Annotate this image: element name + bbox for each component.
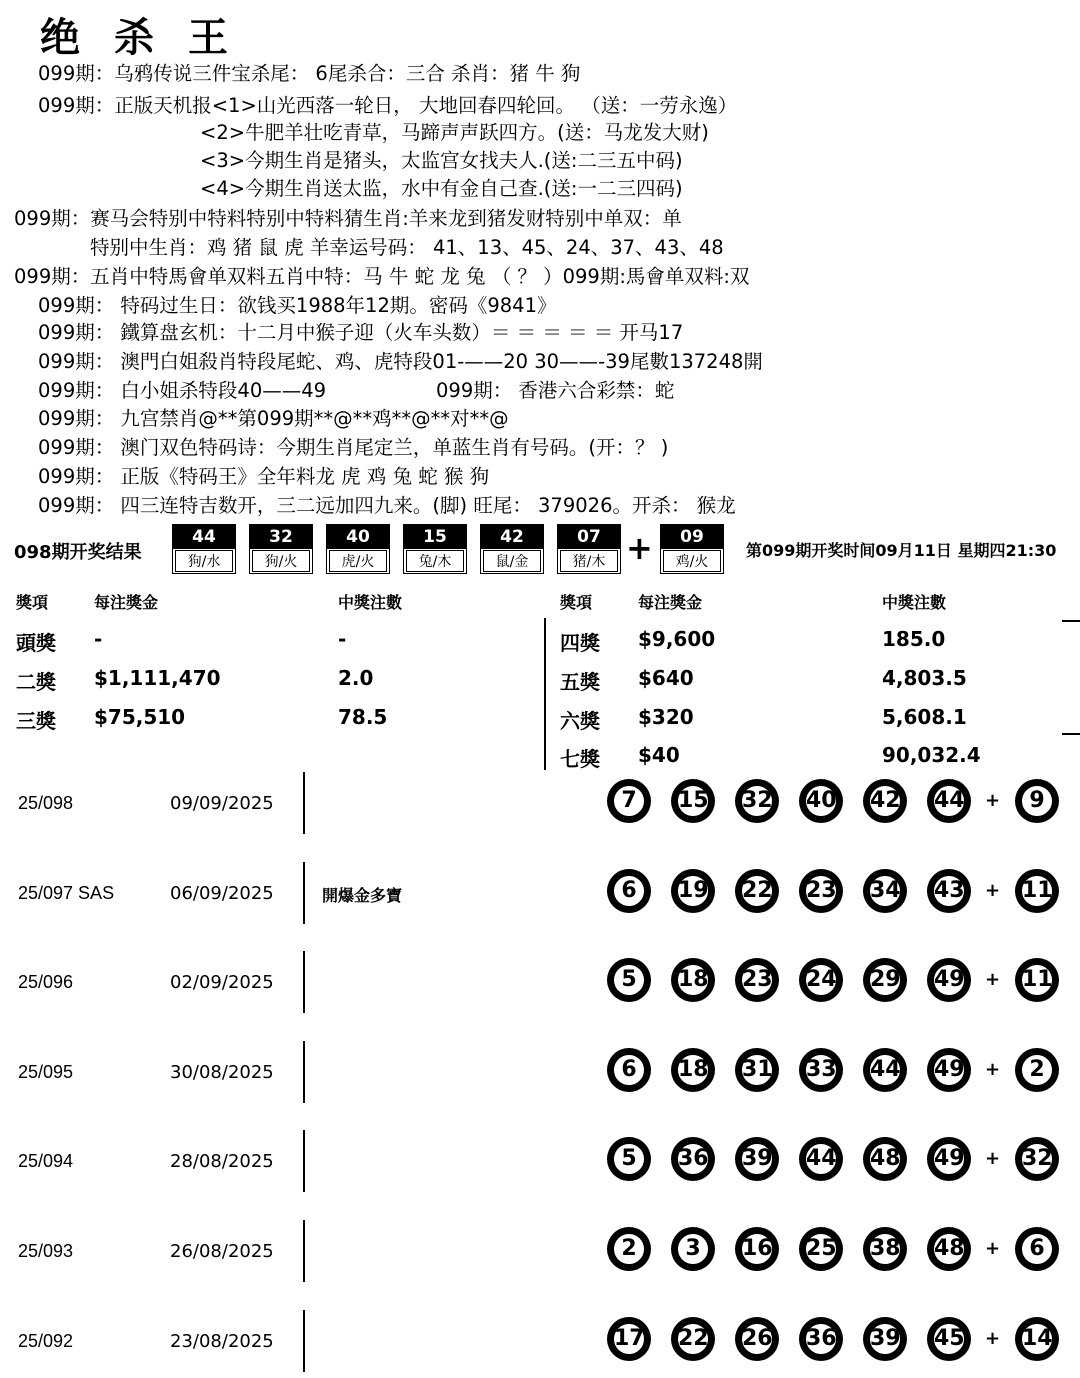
history-ball: 19 <box>674 872 712 910</box>
history-ball: 34 <box>866 872 904 910</box>
prize-name: 二獎 <box>16 670 56 694</box>
history-ball: 49 <box>930 1140 968 1178</box>
history-ball: 18 <box>674 961 712 999</box>
history-row <box>0 1216 1080 1288</box>
prize-amount: $40 <box>638 743 680 767</box>
text-line: 099期： 白小姐杀特段40——49 <box>38 379 327 402</box>
prize-amount: $320 <box>638 705 694 729</box>
history-special-ball: 32 <box>1018 1140 1056 1178</box>
history-ball: 33 <box>802 1051 840 1089</box>
history-ball: 32 <box>738 782 776 820</box>
history-plus: + <box>985 1148 1001 1170</box>
text-line: 099期： 鐵算盘玄机：十二月中猴子迎（火车头数）＝ ＝ ＝ ＝ ＝ 开马17 <box>38 321 684 344</box>
draw-ball <box>480 524 544 574</box>
history-ball: 40 <box>802 782 840 820</box>
history-ball: 36 <box>802 1320 840 1358</box>
special-ball <box>660 524 724 574</box>
history-ball: 48 <box>930 1230 968 1268</box>
history-ball: 22 <box>674 1320 712 1358</box>
text-line: 099期： 特码过生日：欲钱买1988年12期。密码《9841》 <box>38 294 557 317</box>
ball-zodiac: 狗/水 <box>175 550 233 572</box>
history-divider <box>303 772 305 834</box>
ball-number: 44 <box>173 525 235 549</box>
history-ball: 39 <box>738 1140 776 1178</box>
prize-count: 2.0 <box>338 666 374 690</box>
history-period: 25/093 <box>18 1241 74 1261</box>
ball-zodiac: 狗/火 <box>252 550 310 572</box>
history-ball: 23 <box>738 961 776 999</box>
history-ball: 7 <box>610 782 648 820</box>
ball-zodiac: 猪/木 <box>560 550 618 572</box>
ball-zodiac: 兔/木 <box>406 550 464 572</box>
prize-name: 頭獎 <box>16 631 56 655</box>
page-title: 绝杀王 <box>40 14 262 61</box>
prize-name: 四獎 <box>560 631 600 655</box>
prize-count: 5,608.1 <box>882 705 967 729</box>
history-row <box>0 1126 1080 1198</box>
history-date: 26/08/2025 <box>170 1241 274 1262</box>
history-date: 02/09/2025 <box>170 972 274 994</box>
history-date: 30/08/2025 <box>170 1061 274 1083</box>
history-period: 25/097 SAS <box>18 882 115 903</box>
history-special-ball: 9 <box>1018 782 1056 820</box>
history-period: 25/098 <box>18 793 74 813</box>
history-ball: 18 <box>674 1051 712 1089</box>
draw-ball <box>403 524 467 574</box>
ball-number: 40 <box>327 525 389 549</box>
prize-count: 185.0 <box>882 627 946 651</box>
text-line: 099期： 香港六合彩禁：蛇 <box>436 379 675 402</box>
text-line: 099期： 正版《特码王》全年料龙 虎 鸡 兔 蛇 猴 狗 <box>38 465 490 488</box>
history-row <box>0 768 1080 840</box>
prize-header: 獎項 <box>16 593 49 612</box>
history-plus: + <box>985 790 1001 811</box>
history-divider <box>303 951 305 1013</box>
history-ball: 45 <box>930 1320 968 1358</box>
prize-header: 中獎注數 <box>338 593 403 612</box>
history-ball: 42 <box>866 782 904 820</box>
prize-amount: $640 <box>638 666 694 690</box>
prize-amount: $1,111,470 <box>94 666 221 690</box>
history-divider <box>303 1041 305 1103</box>
prize-name: 三獎 <box>16 709 56 733</box>
history-date: 28/08/2025 <box>170 1151 274 1173</box>
history-period: 25/094 <box>18 1151 74 1172</box>
history-ball: 36 <box>674 1140 712 1178</box>
history-ball: 26 <box>738 1320 776 1358</box>
history-divider <box>303 1220 305 1282</box>
history-row <box>0 1306 1080 1378</box>
history-ball: 39 <box>866 1320 904 1358</box>
ball-number: 15 <box>404 525 466 549</box>
next-draw-time: 第099期开奖时间09月11日 星期四21:30 <box>746 541 1057 560</box>
history-ball: 25 <box>802 1230 840 1268</box>
prize-header: 中獎注數 <box>882 593 947 612</box>
history-row <box>0 947 1080 1019</box>
edge-tick <box>1062 733 1080 735</box>
history-plus: + <box>985 1327 1001 1349</box>
prize-name: 五獎 <box>560 670 600 694</box>
draw-label: 098期开奖结果 <box>14 542 142 563</box>
prize-divider <box>544 618 546 770</box>
history-ball: 5 <box>610 961 648 999</box>
history-divider <box>303 862 305 924</box>
draw-ball <box>557 524 621 574</box>
history-period: 25/096 <box>18 972 74 993</box>
draw-ball <box>326 524 390 574</box>
history-period: 25/092 <box>18 1330 74 1351</box>
history-special-ball: 6 <box>1018 1230 1056 1268</box>
history-divider <box>303 1310 305 1372</box>
ball-zodiac: 鼠/金 <box>483 550 541 572</box>
history-plus: + <box>985 879 1001 901</box>
history-ball: 3 <box>674 1230 712 1268</box>
text-line: 099期： 九宫禁肖@**第099期**@**鸡**@**对**@ <box>38 407 509 430</box>
history-period: 25/095 <box>18 1061 74 1082</box>
history-note: 開爆金多寶 <box>322 885 403 905</box>
prize-count: - <box>338 627 347 651</box>
plus-sign: + <box>626 529 653 567</box>
ball-number: 07 <box>558 525 620 549</box>
history-ball: 23 <box>802 872 840 910</box>
history-ball: 38 <box>866 1230 904 1268</box>
ball-number: 32 <box>250 525 312 549</box>
prize-count: 4,803.5 <box>882 666 967 690</box>
history-ball: 6 <box>610 872 648 910</box>
history-ball: 44 <box>866 1051 904 1089</box>
history-special-ball: 2 <box>1018 1051 1056 1089</box>
ball-number: 42 <box>481 525 543 549</box>
prize-header: 每注獎金 <box>94 593 159 612</box>
history-ball: 44 <box>802 1140 840 1178</box>
prize-name: 七獎 <box>560 747 600 771</box>
history-special-ball: 11 <box>1018 872 1056 910</box>
history-divider <box>303 1130 305 1192</box>
history-plus: + <box>985 969 1001 991</box>
history-date: 06/09/2025 <box>170 882 274 904</box>
history-plus: + <box>985 1058 1001 1080</box>
history-ball: 5 <box>610 1140 648 1178</box>
history-date: 09/09/2025 <box>170 793 274 814</box>
text-line: 099期：正版天机报<1>山光西落一轮日， 大地回春四轮回。 （送：一劳永逸） <box>38 94 738 117</box>
text-line: 特别中生肖：鸡 猪 鼠 虎 羊幸运号码： 41、13、45、24、37、43、48 <box>90 236 724 259</box>
history-ball: 44 <box>930 782 968 820</box>
history-plus: + <box>985 1238 1001 1259</box>
ball-zodiac: 鸡/火 <box>663 550 721 572</box>
text-line: 099期：五肖中特馬會单双料五肖中特：马 牛 蛇 龙 兔 （ ？ ）099期:馬會单双料:双 <box>14 265 750 288</box>
history-row <box>0 858 1080 930</box>
prize-header: 每注獎金 <box>638 593 703 612</box>
text-line: <4>今期生肖送太监，水中有金自己查.(送:一二三四码) <box>200 177 683 200</box>
history-ball: 6 <box>610 1051 648 1089</box>
prize-amount: $75,510 <box>94 705 186 729</box>
history-ball: 49 <box>930 1051 968 1089</box>
draw-ball <box>249 524 313 574</box>
history-date: 23/08/2025 <box>170 1330 274 1352</box>
text-line: <2>牛肥羊壮吃青草，马蹄声声跃四方。(送：马龙发大财) <box>200 121 709 144</box>
draw-results <box>0 520 1080 578</box>
draw-ball <box>172 524 236 574</box>
prize-amount: - <box>94 627 103 651</box>
prize-name: 六獎 <box>560 709 600 733</box>
history-ball: 24 <box>802 961 840 999</box>
text-line: <3>今期生肖是猪头，太监宫女找夫人.(送:二三五中码) <box>200 149 683 172</box>
history-ball: 16 <box>738 1230 776 1268</box>
text-line: 099期：赛马会特别中特料特别中特料猜生肖:羊来龙到猪发财特别中单双：单 <box>14 207 682 230</box>
history-special-ball: 14 <box>1018 1320 1056 1358</box>
history-ball: 15 <box>674 782 712 820</box>
history-ball: 2 <box>610 1230 648 1268</box>
history-ball: 17 <box>610 1320 648 1358</box>
text-line: 099期： 澳門白姐殺肖特段尾蛇、鸡、虎特段01-——20 30——-39尾數137248開 <box>38 350 763 373</box>
text-line: 099期： 澳门双色特码诗：今期生肖尾定兰，单蓝生肖有号码。(开：？ ) <box>38 436 669 459</box>
prize-count: 90,032.4 <box>882 743 981 767</box>
edge-tick <box>1062 620 1080 622</box>
history-special-ball: 11 <box>1018 961 1056 999</box>
prize-count: 78.5 <box>338 705 388 729</box>
history-ball: 49 <box>930 961 968 999</box>
text-line: 099期：乌鸦传说三件宝杀尾： 6尾杀合：三合 杀肖：猪 牛 狗 <box>38 62 581 85</box>
history-ball: 31 <box>738 1051 776 1089</box>
prize-header: 獎項 <box>560 593 593 612</box>
history-ball: 43 <box>930 872 968 910</box>
history-ball: 29 <box>866 961 904 999</box>
prize-amount: $9,600 <box>638 627 716 651</box>
history-row <box>0 1037 1080 1109</box>
ball-number: 09 <box>661 525 723 549</box>
text-line: 099期： 四三连特吉数开，三二远加四九来。(脚) 旺尾： 379026。开杀： 猴龙 <box>38 494 736 517</box>
history-ball: 22 <box>738 872 776 910</box>
history-ball: 48 <box>866 1140 904 1178</box>
ball-zodiac: 虎/火 <box>329 550 387 572</box>
